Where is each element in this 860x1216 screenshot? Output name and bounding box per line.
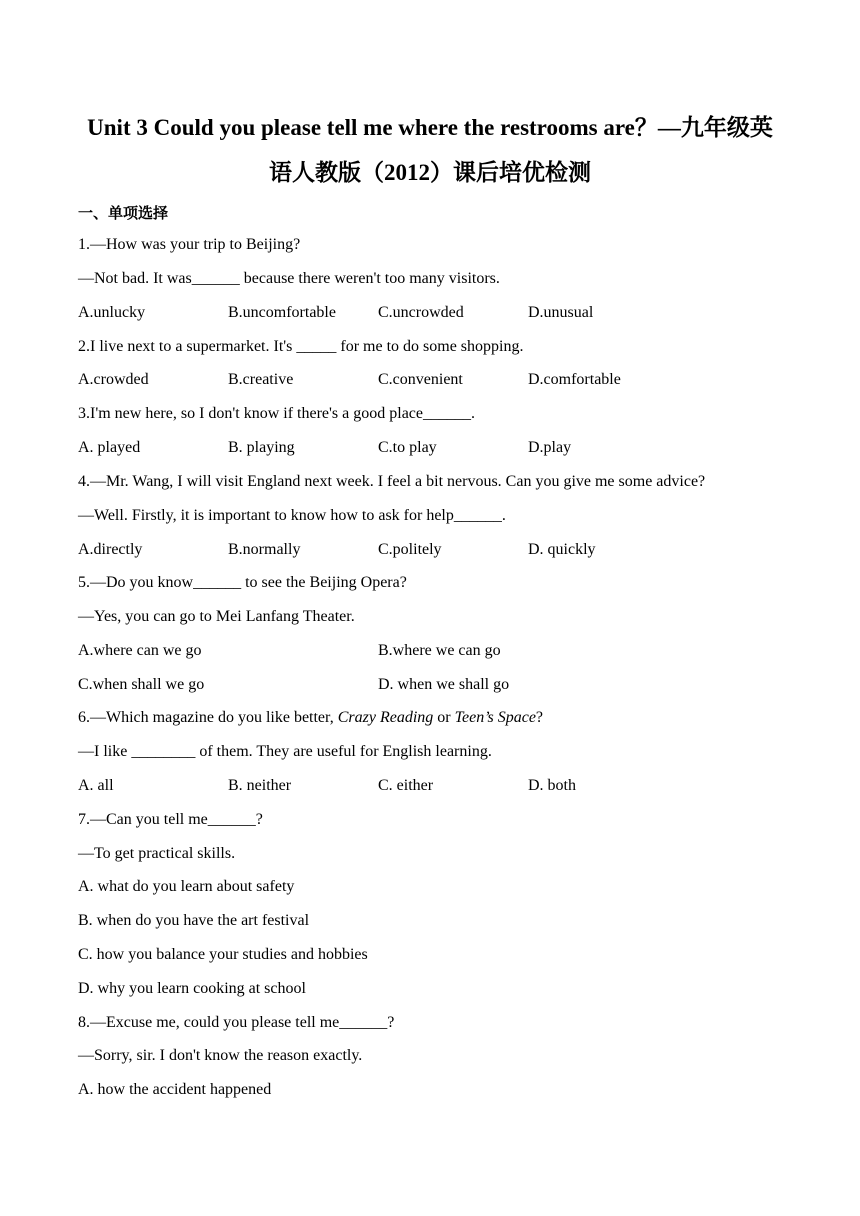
option-d: D. quickly: [528, 541, 596, 558]
question-6-reply: —I like ________ of them. They are useful for English learning.: [78, 743, 492, 760]
question-7-option-b: B. when do you have the art festival: [78, 912, 310, 929]
question-2-stem: 2.I live next to a supermarket. It's _____ for me to do some shopping.: [78, 338, 524, 355]
question-4-reply: —Well. Firstly, it is important to know how to ask for help______.: [78, 507, 506, 524]
question-8-stem: 8.—Excuse me, could you please tell me______?: [78, 1014, 395, 1031]
option-a: A.crowded: [78, 371, 149, 388]
document-title-line-1: Unit 3 Could you please tell me where the restrooms are？—九年级英: [87, 115, 773, 140]
option-d: D. when we shall go: [378, 676, 510, 693]
question-5-reply: —Yes, you can go to Mei Lanfang Theater.: [78, 608, 355, 625]
option-c: C. either: [378, 777, 434, 794]
option-c: C.uncrowded: [378, 304, 464, 321]
question-1-reply: —Not bad. It was______ because there weren't too many visitors.: [78, 270, 500, 287]
question-1-stem: 1.—How was your trip to Beijing?: [78, 236, 301, 253]
option-a: A.where can we go: [78, 642, 202, 659]
option-c: C.politely: [378, 541, 442, 558]
option-d: D.unusual: [528, 304, 594, 321]
question-6-stem: [78, 708, 543, 728]
question-7-option-d: D. why you learn cooking at school: [78, 980, 306, 997]
option-d: D.play: [528, 439, 572, 456]
question-3-stem: 3.I'm new here, so I don't know if there's a good place______.: [78, 405, 475, 422]
option-d: D.comfortable: [528, 371, 621, 388]
option-b: B.where we can go: [378, 642, 501, 659]
question-4-stem: 4.—Mr. Wang, I will visit England next week. I feel a bit nervous. Can you give me some advice?: [78, 473, 706, 490]
option-c: C.convenient: [378, 371, 463, 388]
option-a: A. all: [78, 777, 114, 794]
question-8-option-a: A. how the accident happened: [78, 1081, 272, 1098]
option-c: C.when shall we go: [78, 676, 205, 693]
option-a: A.directly: [78, 541, 143, 558]
question-7-option-a: A. what do you learn about safety: [78, 878, 295, 895]
question-6-stem-start: 6.—Which magazine do you like better,: [78, 709, 338, 726]
question-7-reply: —To get practical skills.: [78, 845, 236, 862]
option-d: D. both: [528, 777, 576, 794]
question-6-stem-end: ?: [535, 709, 544, 726]
magazine-title-2: Teen’s Space: [454, 709, 536, 726]
option-c: C.to play: [378, 439, 437, 456]
option-a: A.unlucky: [78, 304, 146, 321]
section-heading: 一、单项选择: [78, 204, 169, 222]
question-6-stem-or: or: [433, 709, 455, 726]
option-b: B.uncomfortable: [228, 304, 336, 321]
option-b: B.creative: [228, 371, 294, 388]
option-a: A. played: [78, 439, 141, 456]
question-7-option-c: C. how you balance your studies and hobbies: [78, 946, 368, 963]
magazine-title-1: Crazy Reading: [337, 709, 434, 726]
option-b: B.normally: [228, 541, 301, 558]
option-b: B. playing: [228, 439, 295, 456]
question-8-reply: —Sorry, sir. I don't know the reason exactly.: [78, 1047, 363, 1064]
question-5-stem: 5.—Do you know______ to see the Beijing Opera?: [78, 574, 407, 591]
question-7-stem: 7.—Can you tell me______?: [78, 811, 263, 828]
document-title-line-2: 语人教版（2012）课后培优检测: [269, 160, 591, 185]
option-b: B. neither: [228, 777, 292, 794]
